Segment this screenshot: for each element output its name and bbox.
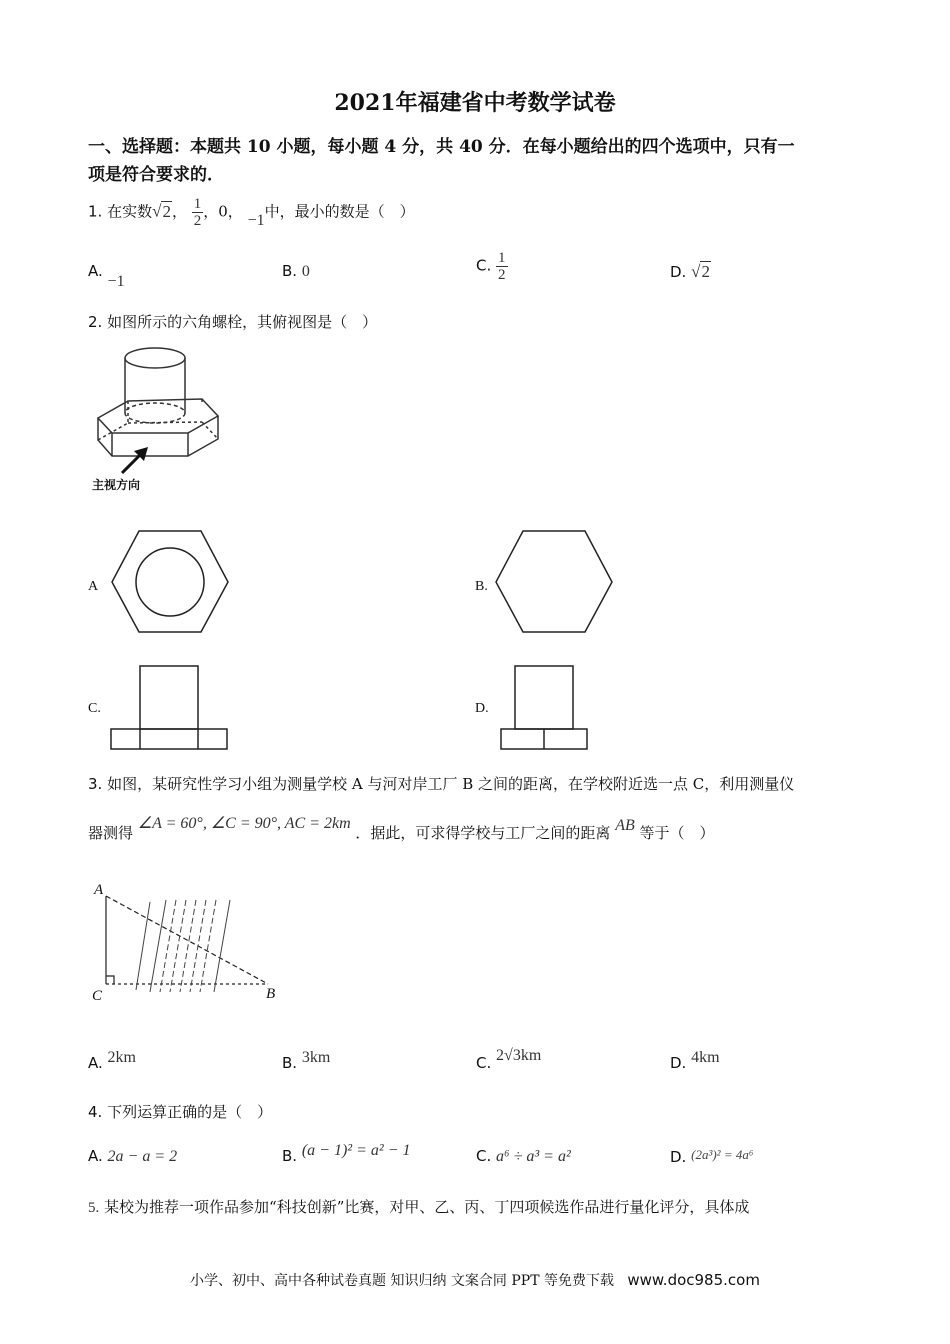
option-label: B. bbox=[282, 1054, 298, 1072]
question-2 bbox=[88, 311, 377, 332]
option-label: C. bbox=[476, 1054, 492, 1072]
question-text: 某校为推荐一项作品参加“科技创新”比赛，对甲、乙、丙、丁四项候选作品进行量化评分，具体成 bbox=[104, 1198, 750, 1216]
q2-option-b-label[interactable]: B. bbox=[475, 579, 488, 594]
option-value: −1 bbox=[107, 273, 125, 290]
option-label: B. bbox=[282, 1147, 298, 1165]
question-text-tail: ．据此，可求得学校与工厂之间的距离 bbox=[355, 824, 611, 842]
q4-option-b[interactable] bbox=[282, 1141, 411, 1165]
q2-option-d-label[interactable]: D. bbox=[475, 701, 489, 716]
q2-option-d-figure[interactable] bbox=[498, 663, 592, 753]
option-value: 2km bbox=[107, 1049, 136, 1066]
question-number: 5. bbox=[88, 1200, 100, 1216]
question-text-mid: ，0， bbox=[203, 202, 243, 221]
option-label: B. bbox=[282, 262, 298, 280]
option-label: C. bbox=[476, 1147, 492, 1165]
q2-option-b-figure[interactable] bbox=[492, 528, 616, 636]
section-heading-line2: 项是符合要求的． bbox=[88, 165, 224, 185]
sqrt-expression: √2 bbox=[691, 262, 710, 281]
option-value: (a − 1)² = a² − 1 bbox=[301, 1142, 411, 1159]
option-label: C. bbox=[476, 256, 492, 275]
given-conditions: ∠A = 60°, ∠C = 90°, AC = 2km bbox=[137, 815, 351, 832]
question-text: 如图，某研究性学习小组为测量学校 A 与河对岸工厂 B 之间的距离，在学校附近选一点 C，利用测量仪 bbox=[107, 775, 795, 793]
option-value: 0 bbox=[301, 263, 310, 280]
option-value: 2a − a = 2 bbox=[107, 1148, 178, 1165]
q4-option-d[interactable] bbox=[670, 1145, 754, 1166]
q1-option-d[interactable] bbox=[670, 262, 711, 282]
question-text: 在实数 bbox=[107, 202, 153, 221]
option-label: D. bbox=[670, 263, 687, 281]
question-3-line2 bbox=[88, 815, 715, 843]
option-value: (2a³)² = 4a⁶ bbox=[691, 1147, 754, 1162]
question-text: 如图所示的六角螺栓，其俯视图是（ ） bbox=[107, 313, 378, 331]
point-c-label: C bbox=[92, 988, 103, 1004]
option-label: A. bbox=[88, 1147, 103, 1165]
question-number: 2. bbox=[88, 313, 103, 331]
footer-text: 小学、初中、高中各种试卷真题 知识归纳 文案合同 PPT 等免费下载 bbox=[190, 1273, 615, 1289]
q1-option-c[interactable] bbox=[476, 250, 508, 283]
q2-option-c-label[interactable]: C. bbox=[88, 701, 101, 716]
page-title: 2021年福建省中考数学试卷 bbox=[334, 90, 616, 116]
q4-option-a[interactable] bbox=[88, 1147, 177, 1166]
page-footer bbox=[0, 1270, 950, 1290]
question-text: 下列运算正确的是（ ） bbox=[107, 1103, 273, 1121]
q2-option-a-figure[interactable] bbox=[108, 528, 232, 636]
q3-option-a[interactable] bbox=[88, 1048, 136, 1072]
question-number: 3. bbox=[88, 775, 103, 793]
question-number: 1. bbox=[88, 202, 103, 221]
q1-option-a[interactable] bbox=[88, 262, 125, 290]
question-3-line1 bbox=[88, 773, 794, 794]
fraction: $\frac{1}{2}$ bbox=[498, 250, 506, 283]
q2-option-a-label[interactable]: A bbox=[88, 579, 99, 594]
question-text-tail: 中，最小的数是（ ） bbox=[264, 202, 415, 221]
sqrt-expression: √2 bbox=[152, 201, 171, 221]
option-value: 2√3km bbox=[496, 1047, 542, 1064]
point-a-label: A bbox=[94, 882, 104, 898]
question-1: 1. 在实数√2， $\frac{1}{2}$ ，0， −1中，最小的数是（ ） bbox=[88, 196, 415, 229]
question-text-end: 等于（ ） bbox=[639, 824, 715, 842]
option-label: D. bbox=[670, 1148, 687, 1166]
option-value: 3km bbox=[301, 1049, 331, 1066]
option-value: 4km bbox=[691, 1049, 720, 1066]
q1-option-b[interactable] bbox=[282, 262, 310, 281]
hex-bolt-figure bbox=[90, 343, 230, 493]
question-text: 器测得 bbox=[88, 824, 134, 842]
question-number: 4. bbox=[88, 1103, 103, 1121]
q3-option-d[interactable] bbox=[670, 1048, 720, 1072]
question-5 bbox=[88, 1196, 749, 1217]
segment-ab: AB bbox=[615, 817, 635, 834]
q3-option-c[interactable] bbox=[476, 1046, 542, 1072]
option-value: a⁶ ÷ a³ = a² bbox=[496, 1148, 571, 1165]
q4-option-c[interactable] bbox=[476, 1147, 571, 1166]
question-4 bbox=[88, 1101, 272, 1122]
q3-option-b[interactable] bbox=[282, 1048, 331, 1072]
figure-caption: 主视方向 bbox=[92, 478, 141, 492]
point-b-label: B bbox=[266, 986, 276, 1002]
section-heading-line1: 一、选择题：本题共 10 小题，每小题 4 分，共 40 分．在每小题给出的四个选项中，只有一 bbox=[88, 137, 795, 157]
option-label: A. bbox=[88, 1054, 103, 1072]
river-triangle-figure bbox=[88, 878, 288, 1004]
option-label: D. bbox=[670, 1054, 687, 1072]
q2-option-c-figure[interactable] bbox=[108, 663, 232, 753]
footer-link[interactable]: www.doc985.com bbox=[627, 1271, 760, 1289]
option-label: A. bbox=[88, 262, 103, 280]
fraction: $\frac{1}{2}$ bbox=[193, 196, 202, 229]
negative-one: −1 bbox=[247, 211, 265, 229]
